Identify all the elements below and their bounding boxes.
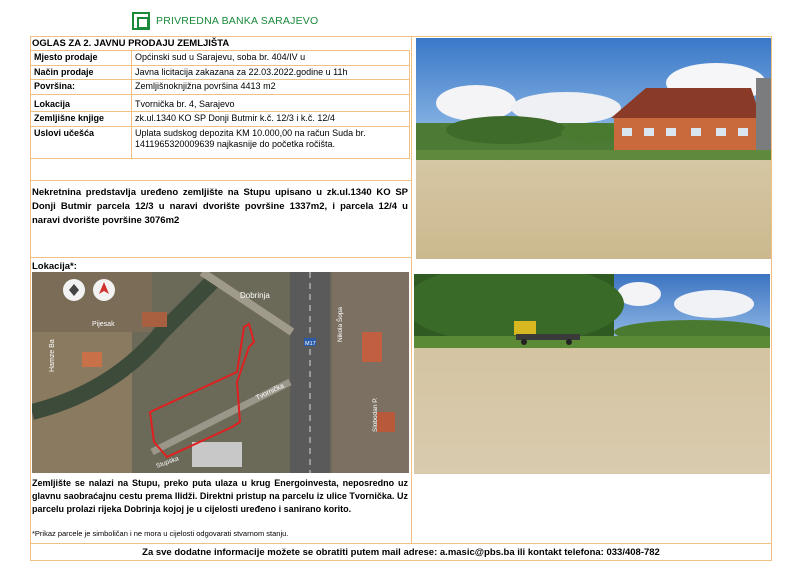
map-street-label: Hamze Ba (49, 339, 56, 372)
column-divider (411, 36, 412, 543)
contact-info: Za sve dodatne informacije možete se obratiti putem mail adrese: a.masic@pbs.ba ili kontakt telefona: 033/408-782 (30, 543, 772, 558)
map-footnote: *Prikaz parcele je simboličan i ne mora u cijelosti odgovarati stvarnom stanju. (32, 529, 289, 538)
map-road-sign: M17 (305, 341, 316, 347)
sale-info-table (30, 50, 410, 159)
row-value: Općinski sud u Sarajevu, soba br. 404/IV u (132, 51, 410, 66)
map-street-label: Pijesak (92, 321, 115, 328)
table-bottom-divider (30, 180, 411, 181)
row-label: Lokacija (31, 94, 132, 112)
row-value: Javna licitacija zakazana za 22.03.2022.godine u 11h (132, 65, 410, 80)
map-street-label: Nikola Šopa (337, 306, 344, 342)
row-label: Način prodaje (31, 65, 132, 80)
location-heading: Lokacija*: (32, 261, 77, 272)
row-label: Mjesto prodaje (31, 51, 132, 66)
bank-name: PRIVREDNA BANKA SARAJEVO (156, 15, 319, 27)
map-street-label: Tvornička (254, 382, 286, 402)
property-photo-building (416, 38, 771, 259)
notice-title: OGLAS ZA 2. JAVNU PRODAJU ZEMLJIŠTA (32, 38, 230, 49)
photo-building-image (416, 38, 771, 259)
row-label: Površina: (31, 80, 132, 95)
property-description: Nekretnina predstavlja uređeno zemljište na Stupu upisano u zk.ul.1340 KO SP Donji Butmir parcela 12/3 u naravi dvorište površine 1337m2, i parcela 12/4 u naravi dvorište površine 3076m2 (32, 187, 408, 226)
location-description: Zemljište se nalazi na Stupu, preko puta ulaza u krug Energoinvesta, neposredno uz glavnu saobraćajnu cestu prema Ilidži. Direktni pristup na parcelu iz ulice Tvornička. Uz parcelu prolazi rijeka Dobrinja kojoj je u cijelosti uređeno i sanirano korito. (32, 478, 408, 514)
table-row (31, 80, 410, 95)
bank-logo (132, 12, 318, 30)
map-street-label: Stupska (155, 455, 180, 470)
aerial-map-image (32, 272, 409, 473)
row-value: Zemljišnoknjižna površina 4413 m2 (132, 80, 410, 95)
map-street-label: Dobrinja (240, 291, 270, 300)
table-row (31, 112, 410, 127)
section-divider (30, 257, 411, 258)
row-label: Uslovi učešća (31, 126, 132, 158)
map-street-label: Slobodan P. (372, 397, 379, 432)
pbs-logo-icon (132, 12, 150, 30)
table-row (31, 94, 410, 112)
photo-yard-image (414, 274, 770, 474)
table-row (31, 51, 410, 66)
table-row (31, 65, 410, 80)
parcel-location-map (32, 272, 409, 473)
row-value: Tvornička br. 4, Sarajevo (132, 94, 410, 112)
table-row (31, 126, 410, 158)
row-value: zk.ul.1340 KO SP Donji Butmir k.č. 12/3 i k.č. 12/4 (132, 112, 410, 127)
row-value: Uplata sudskog depozita KM 10.000,00 na račun Suda br. 1411965320009639 najkasnije do početka ročišta. (132, 126, 410, 158)
property-photo-yard (414, 274, 770, 474)
row-label: Zemljišne knjige (31, 112, 132, 127)
